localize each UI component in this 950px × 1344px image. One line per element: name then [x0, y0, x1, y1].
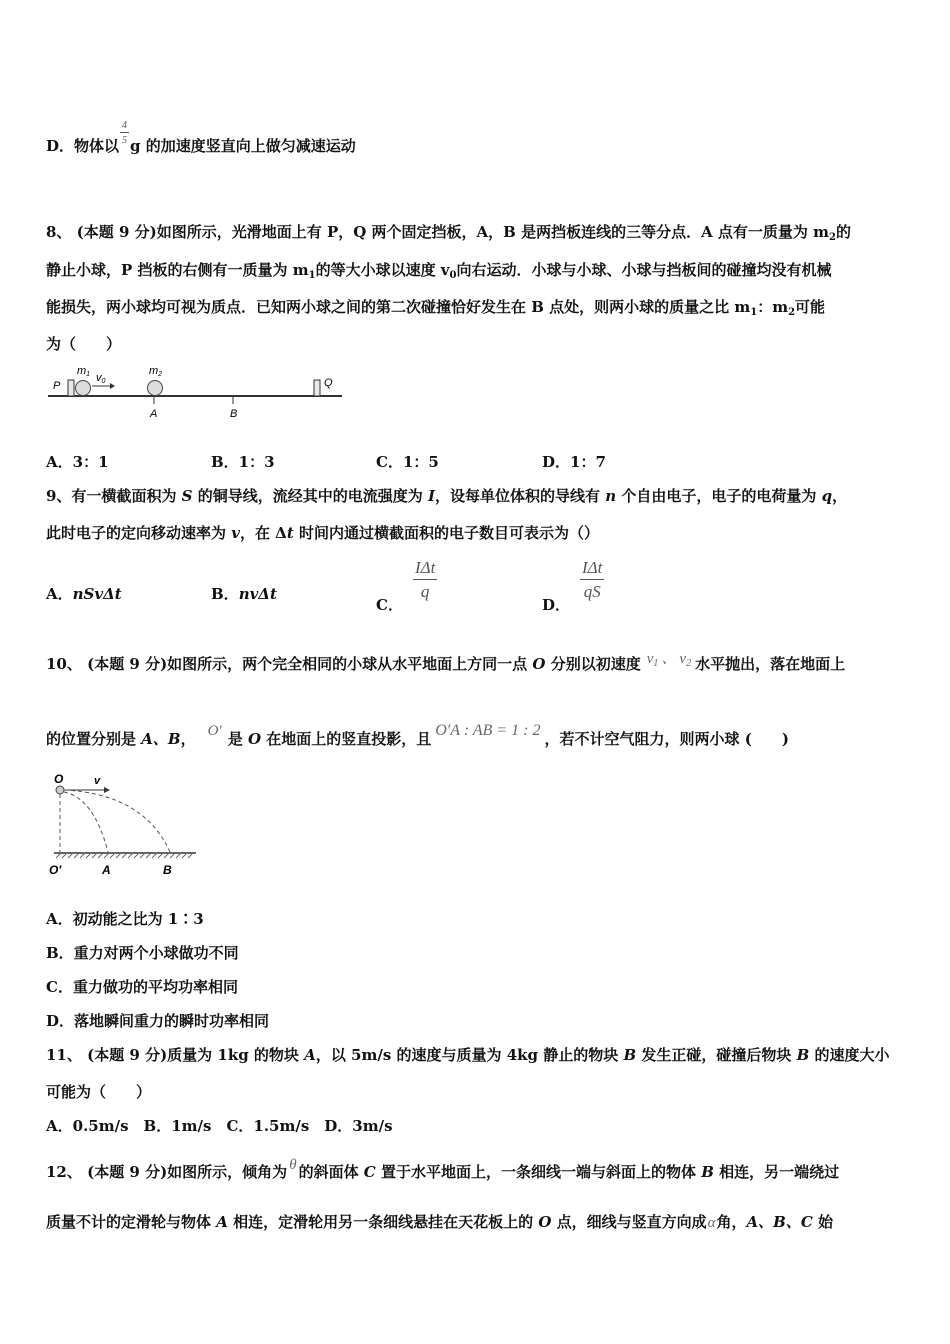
q10-text: ，若不计空气阻力，则两小球 ( ) [544, 730, 789, 748]
q10-v2: $v_2$ [679, 651, 692, 669]
q10-label-v: v [94, 775, 101, 787]
q10-text: 水平抛出，落在地面上 [695, 655, 846, 673]
q10-text: ， [180, 730, 196, 748]
q10-var: O [247, 730, 262, 748]
q9-text: 时间内通过横截面积的电子数目可表示为（） [293, 524, 599, 542]
q9-option-expr: nvΔt [238, 585, 277, 603]
q9-option-d-fraction [580, 558, 604, 602]
q9-fraction-den: q [413, 579, 437, 602]
q9-option-label: B． [211, 585, 239, 603]
q11-text: 的速度大小 [809, 1046, 890, 1064]
q10-label-b: B [163, 863, 172, 877]
q8-sub: 1 [750, 307, 758, 318]
q7-fraction-den: 5 [120, 132, 129, 146]
q8-label-v0: v0 [96, 372, 106, 385]
q8-barrier-p [68, 380, 74, 396]
q12-text: 的斜面体 [298, 1163, 364, 1181]
q10-oprime: O′ [207, 723, 222, 739]
q9-text: ， [832, 487, 848, 505]
q8-line-2-b: 的等大小球以速度 v [315, 261, 450, 279]
q8-label-q: Q [324, 377, 333, 389]
q10-label-oprime: O′ [49, 863, 62, 877]
q8-sub: 0 [449, 270, 457, 281]
q8-label-a: A [150, 408, 158, 420]
q8-sub: 2 [829, 232, 836, 243]
q12-text: 质量不计的定滑轮与物体 [46, 1213, 217, 1231]
q9-var: n [605, 487, 617, 505]
q11-line-2: 可能为（ ） [46, 1083, 152, 1101]
q9-var: t [286, 524, 294, 542]
q9-option-b[interactable] [211, 584, 277, 604]
q10-text: 的位置分别是 [46, 730, 142, 748]
q9-option-c[interactable] [376, 558, 437, 614]
q8-sub: 2 [788, 307, 796, 318]
q10-text: 10、 (本题 9 分)如图所示，两个完全相同的小球从水平地面上方同一点 [46, 655, 533, 673]
q9-var: v [231, 524, 240, 542]
q8-label-b: B [230, 408, 238, 420]
q9-var: S [181, 487, 193, 505]
q10-option-c[interactable]: C．重力做功的平均功率相同 [46, 978, 238, 996]
q8-line-2 [46, 260, 832, 286]
q8-line-3-a: 能损失，两小球均可视为质点．已知两小球之间的第二次碰撞恰好发生在 B 点处，则两小球的质量之比 m [46, 298, 751, 316]
q8-velocity-arrowhead [110, 383, 115, 389]
q8-label-p: P [53, 380, 61, 392]
q11-options[interactable]: A．0.5m/s B．1m/s C．1.5m/s D．3m/s [46, 1117, 393, 1135]
q10-var: O [532, 655, 546, 673]
q12-var: C [363, 1163, 376, 1181]
q8-figure [44, 362, 344, 422]
q9-text: 的铜导线，流经其中的电流强度为 [192, 487, 428, 505]
q10-option-d[interactable]: D．落地瞬间重力的瞬时功率相同 [46, 1012, 270, 1030]
q11-text: 11、 (本题 9 分)质量为 1kg 的物块 [46, 1046, 305, 1064]
q9-option-expr: nSvΔt [72, 585, 122, 603]
q12-text: 相连，定滑轮用另一条细线悬挂在天花板上的 [227, 1213, 539, 1231]
q12-theta: θ [289, 1157, 297, 1173]
q9-text: 个自由电子，电子的电荷量为 [616, 487, 822, 505]
q8-line-3 [46, 297, 825, 323]
q8-label-m2: m2 [149, 365, 163, 378]
q8-line-3-b: ：m [757, 298, 789, 316]
q10-line-1 [46, 651, 846, 680]
q8-line-1-end: 的 [836, 223, 852, 241]
q12-var: O [538, 1213, 552, 1231]
q8-ball-m1 [76, 381, 91, 396]
q8-label-m1: m1 [77, 365, 91, 378]
q10-ball [56, 786, 64, 794]
q10-trajectory-a [64, 792, 108, 852]
q7-option-d-prefix: D．物体以 [46, 137, 120, 155]
q12-text: 角， [716, 1213, 747, 1231]
q10-ratio: O′A : AB = 1 : 2 [435, 722, 541, 739]
q8-line-4: 为（ ） [46, 335, 122, 353]
q12-var: A、B、C [746, 1213, 813, 1231]
q9-text: ，设每单位体积的导线有 [435, 487, 606, 505]
q9-option-c-fraction [413, 558, 437, 602]
q11-text: 发生正碰，碰撞后物块 [636, 1046, 797, 1064]
q12-text: 相连，另一端绕过 [713, 1163, 840, 1181]
q12-text: 点，细线与竖直方向成 [551, 1213, 707, 1231]
q8-sub: 1 [308, 270, 316, 281]
q10-label-o: O [54, 772, 64, 786]
q9-option-label: D． [542, 596, 571, 614]
q9-line-1 [46, 486, 847, 506]
q12-var: A [216, 1213, 228, 1231]
q8-barrier-q [314, 380, 320, 396]
q9-option-a[interactable] [46, 584, 122, 604]
q8-option-d[interactable]: D．1：7 [542, 453, 606, 471]
q9-option-label: C． [376, 596, 403, 614]
q12-text: 12、 (本题 9 分)如图所示，倾角为 [46, 1163, 288, 1181]
q12-text: 置于水平地面上，一条细线一端与斜面上的物体 [375, 1163, 702, 1181]
q9-var: I [427, 487, 435, 505]
q8-option-c[interactable]: C．1：5 [376, 453, 439, 471]
q10-option-a[interactable]: A．初动能之比为 1∶3 [46, 910, 204, 928]
q12-line-1 [46, 1157, 840, 1183]
q8-line-1 [46, 222, 851, 248]
q8-line-3-c: 可能 [795, 298, 826, 316]
q10-option-b[interactable]: B．重力对两个小球做功不同 [46, 944, 239, 962]
q8-ball-m2 [148, 381, 163, 396]
q10-velocity-arrowhead [104, 787, 110, 793]
q8-option-b[interactable]: B．1：3 [211, 453, 275, 471]
q7-fraction-num: 4 [122, 120, 128, 131]
q11-line-1 [46, 1045, 890, 1065]
q11-text: ，以 5m/s 的速度与质量为 4kg 静止的物块 [315, 1046, 624, 1064]
q12-alpha: α [707, 1215, 716, 1231]
q9-text: 此时电子的定向移动速率为 [46, 524, 232, 542]
q10-line-2 [46, 722, 789, 750]
q9-fraction-num: IΔt [582, 558, 603, 577]
q10-text: 分别以初速度 [545, 655, 641, 673]
q11-var: B [623, 1046, 637, 1064]
q9-option-label: A． [46, 585, 73, 603]
q12-line-2 [46, 1212, 833, 1233]
q10-var: A、B [141, 730, 181, 748]
q10-figure [44, 768, 204, 884]
q9-text: ，在 Δ [239, 524, 287, 542]
q10-text: 是 [227, 730, 248, 748]
q10-v1: $v_1$ [646, 651, 659, 669]
q9-text: 9、有一横截面积为 [46, 487, 182, 505]
q8-line-2-c: 向右运动．小球与小球、小球与挡板间的碰撞均没有机械 [456, 261, 832, 279]
q9-fraction-num: IΔt [414, 558, 436, 577]
q9-line-2 [46, 523, 599, 543]
q7-fraction [120, 120, 129, 146]
q12-var: B [701, 1163, 714, 1181]
q8-option-a[interactable]: A．3：1 [46, 453, 109, 471]
q7-option-d-suffix: g 的加速度竖直向上做匀减速运动 [130, 137, 356, 155]
q12-text: 始 [812, 1213, 834, 1231]
q8-line-1-text: 8、 (本题 9 分)如图所示，光滑地面上有 P，Q 两个固定挡板，A，B 是两挡板连线的三等分点．A 点有一质量为 m [46, 223, 830, 241]
q11-var: B [796, 1046, 810, 1064]
q9-fraction-den: qS [580, 579, 604, 602]
q11-var: A [304, 1046, 316, 1064]
q10-label-a: A [102, 863, 111, 877]
q10-text: 在地面上的竖直投影，且 [261, 730, 432, 748]
q8-line-2-a: 静止小球，P 挡板的右侧有一质量为 m [46, 261, 309, 279]
q10-sep: 、 [661, 651, 677, 667]
q9-option-d[interactable] [542, 558, 604, 614]
q9-var: q [821, 487, 833, 505]
q7-option-d [46, 120, 356, 160]
